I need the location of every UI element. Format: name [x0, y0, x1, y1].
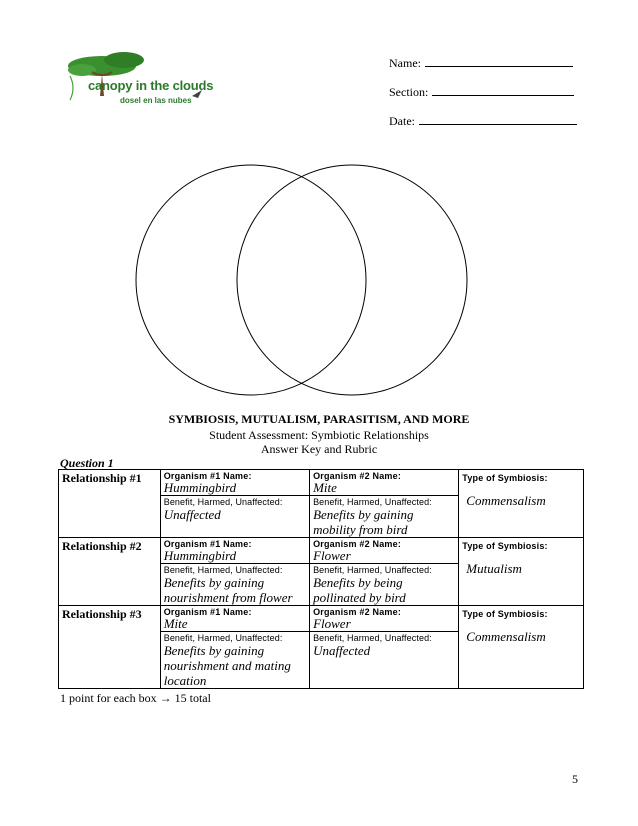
name-label: Name:	[389, 56, 421, 70]
effect1-cell	[160, 632, 309, 689]
venn-circle-right	[237, 165, 467, 395]
document-subtitle-2: Answer Key and Rubric	[260, 442, 378, 456]
effect2-value: Unaffected	[313, 643, 371, 658]
page-number: 5	[572, 772, 578, 786]
canopy-logo	[62, 48, 212, 120]
question-label: Question 1	[60, 456, 114, 470]
organism2-cell	[310, 538, 459, 564]
effect1-cell	[160, 496, 309, 538]
date-blank[interactable]	[419, 113, 577, 125]
date-field	[389, 113, 577, 129]
logo-title: canopy in the clouds	[88, 78, 214, 93]
organism2-value: Flower	[313, 548, 351, 563]
section-label: Section:	[389, 85, 429, 99]
document-title: SYMBIOSIS, MUTUALISM, PARASITISM, AND MORE	[168, 412, 470, 426]
type-header: Type of Symbiosis:	[462, 541, 548, 551]
organism1-value: Hummingbird	[163, 480, 237, 495]
organism1-header: Organism #1 Name:	[163, 471, 252, 481]
name-field	[389, 55, 573, 71]
organism2-value: Mite	[313, 480, 337, 495]
type-cell	[459, 470, 584, 538]
rubric-table	[58, 469, 584, 689]
type-cell	[459, 538, 584, 606]
organism1-value: Hummingbird	[163, 548, 237, 563]
effect2-cell	[310, 496, 459, 538]
organism1-header: Organism #1 Name:	[163, 607, 252, 617]
name-blank[interactable]	[425, 55, 573, 67]
effect1-value: Unaffected	[163, 507, 221, 522]
effect2-cell	[310, 564, 459, 606]
organism2-value: Flower	[313, 616, 351, 631]
organism1-value: Mite	[163, 616, 188, 631]
effect-header: Benefit, Harmed, Unaffected:	[163, 565, 283, 575]
effect2-cell	[310, 632, 459, 689]
scoring-note: 1 point for each box → 15 total	[60, 691, 211, 705]
type-value: Commensalism	[466, 629, 546, 644]
document-subtitle: Student Assessment: Symbiotic Relationships	[209, 428, 429, 442]
type-header: Type of Symbiosis:	[462, 609, 548, 619]
type-header: Type of Symbiosis:	[462, 473, 548, 483]
effect-header: Benefit, Harmed, Unaffected:	[163, 497, 283, 507]
type-value: Commensalism	[466, 493, 546, 508]
table-row	[59, 470, 584, 496]
type-cell	[459, 606, 584, 689]
organism1-cell	[160, 538, 309, 564]
type-value: Mutualism	[466, 561, 522, 576]
logo-subtitle: dosel en las nubes	[120, 96, 192, 105]
table-row	[59, 538, 584, 564]
effect1-value: Benefits by gaining nourishment from flower	[163, 575, 293, 605]
effect2-value: Benefits by gaining mobility from bird	[313, 507, 414, 537]
relationship-label: Relationship #2	[59, 538, 161, 606]
organism1-header: Organism #1 Name:	[163, 539, 252, 549]
effect-header: Benefit, Harmed, Unaffected:	[313, 497, 432, 507]
organism2-header: Organism #2 Name:	[313, 539, 402, 549]
table-row	[59, 606, 584, 632]
section-blank[interactable]	[432, 84, 574, 96]
date-label: Date:	[389, 114, 415, 128]
organism2-header: Organism #2 Name:	[313, 607, 402, 617]
section-field	[389, 84, 574, 100]
effect2-value: Benefits by being pollinated by bird	[313, 575, 406, 605]
effect-header: Benefit, Harmed, Unaffected:	[313, 565, 432, 575]
effect1-cell	[160, 564, 309, 606]
venn-diagram	[0, 160, 638, 410]
effect-header: Benefit, Harmed, Unaffected:	[163, 633, 283, 643]
organism1-cell	[160, 606, 309, 632]
organism2-cell	[310, 470, 459, 496]
relationship-label: Relationship #1	[59, 470, 161, 538]
effect-header: Benefit, Harmed, Unaffected:	[313, 633, 432, 643]
relationship-label: Relationship #3	[59, 606, 161, 689]
organism2-cell	[310, 606, 459, 632]
effect1-value: Benefits by gaining nourishment and mating location	[163, 643, 291, 688]
venn-circle-left	[136, 165, 366, 395]
organism2-header: Organism #2 Name:	[313, 471, 402, 481]
organism1-cell	[160, 470, 309, 496]
